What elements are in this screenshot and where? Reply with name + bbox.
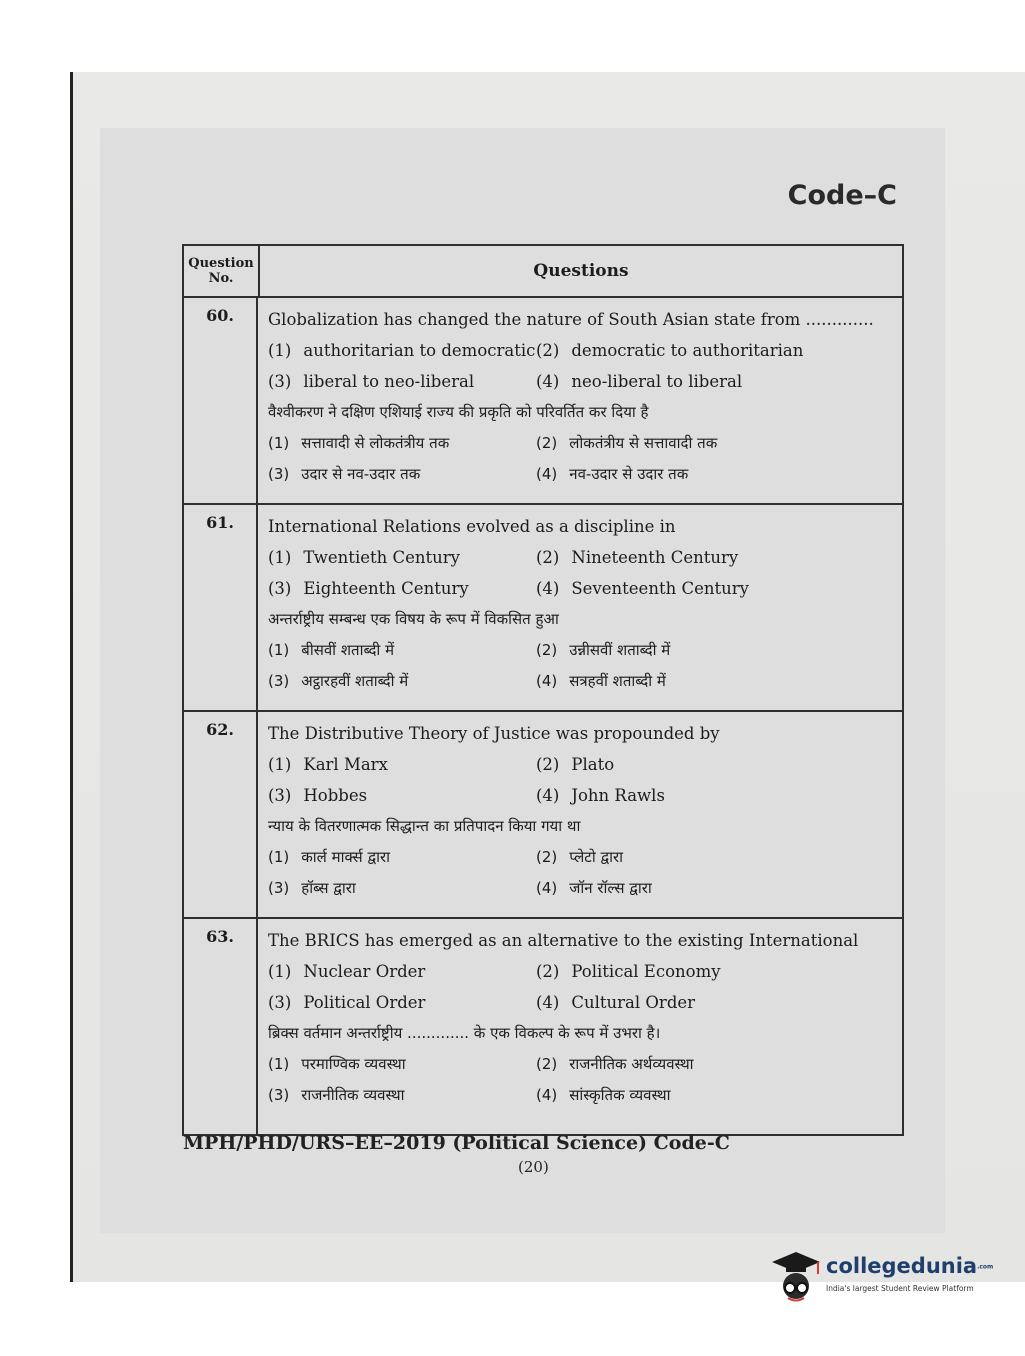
question-number: 61. — [184, 505, 258, 710]
question-number-header — [184, 246, 260, 296]
question-table — [182, 244, 904, 1136]
option: (2) Nineteenth Century — [536, 548, 739, 567]
option: (1) Karl Marx — [268, 755, 388, 774]
question-content — [258, 298, 902, 503]
options-hindi — [268, 635, 894, 697]
option: (2) Plato — [536, 755, 615, 774]
question-content — [258, 919, 902, 1134]
question-content — [258, 505, 902, 710]
question-text-english: The Distributive Theory of Justice was propounded by — [268, 724, 720, 743]
options-english — [268, 542, 894, 604]
option: (4) John Rawls — [536, 786, 665, 805]
option: (2) उन्नीसवीं शताब्दी में — [536, 641, 671, 659]
collegedunia-logo — [766, 1248, 996, 1308]
option: (4) Seventeenth Century — [536, 579, 749, 598]
question-number: 60. — [184, 298, 258, 503]
page-number: (20) — [518, 1158, 549, 1176]
header-line-question: Question — [188, 256, 254, 271]
option: (3) राजनीतिक व्यवस्था — [268, 1086, 405, 1104]
option: (4) Cultural Order — [536, 993, 696, 1012]
option: (1) परमाण्विक व्यवस्था — [268, 1055, 406, 1073]
options-english — [268, 956, 894, 1018]
option: (1) Twentieth Century — [268, 548, 460, 567]
option: (4) neo-liberal to liberal — [536, 372, 743, 391]
question-number: 62. — [184, 712, 258, 917]
option: (2) राजनीतिक अर्थव्यवस्था — [536, 1055, 694, 1073]
option: (1) सत्तावादी से लोकतंत्रीय तक — [268, 434, 450, 452]
header-line-no: No. — [208, 271, 234, 286]
option: (4) नव-उदार से उदार तक — [536, 465, 689, 483]
options-english — [268, 335, 894, 397]
option: (4) सांस्कृतिक व्यवस्था — [536, 1086, 671, 1104]
question-text-english: Globalization has changed the nature of South Asian state from ............. — [268, 310, 874, 329]
question-text-english: The BRICS has emerged as an alternative to the existing International — [268, 931, 859, 950]
scan-top-margin — [0, 0, 1025, 72]
option: (3) उदार से नव-उदार तक — [268, 465, 421, 483]
option: (3) हॉब्स द्वारा — [268, 879, 356, 897]
option: (2) democratic to authoritarian — [536, 341, 804, 360]
options-hindi — [268, 1049, 894, 1111]
question-row — [184, 505, 902, 712]
question-row — [184, 919, 902, 1134]
scan-left-edge — [70, 72, 73, 1282]
option: (2) Political Economy — [536, 962, 721, 981]
question-text-english: International Relations evolved as a discipline in — [268, 517, 676, 536]
options-english — [268, 749, 894, 811]
logo-tagline: India's largest Student Review Platform — [826, 1284, 974, 1293]
mascot-icon — [766, 1248, 824, 1306]
option: (1) कार्ल मार्क्स द्वारा — [268, 848, 390, 866]
option: (3) Political Order — [268, 993, 426, 1012]
option: (1) authoritarian to democratic — [268, 341, 536, 360]
option: (3) Eighteenth Century — [268, 579, 469, 598]
question-text-hindi: वैश्वीकरण ने दक्षिण एशियाई राज्य की प्रकृति को परिवर्तित कर दिया है — [268, 403, 649, 421]
question-text-hindi: न्याय के वितरणात्मक सिद्धान्त का प्रतिपादन किया गया था — [268, 817, 581, 835]
question-content — [258, 712, 902, 917]
table-header — [184, 246, 902, 298]
question-text-hindi: ब्रिक्स वर्तमान अन्तर्राष्ट्रीय ............. के एक विकल्प के रूप में उभरा है। — [268, 1024, 661, 1042]
option: (4) जॉन रॉल्स द्वारा — [536, 879, 652, 897]
options-hindi — [268, 428, 894, 490]
question-number: 63. — [184, 919, 258, 1134]
question-row — [184, 712, 902, 919]
logo-name: collegedunia.com — [826, 1254, 994, 1278]
option: (1) Nuclear Order — [268, 962, 426, 981]
questions-header: Questions — [533, 261, 629, 281]
question-text-hindi: अन्तर्राष्ट्रीय सम्बन्ध एक विषय के रूप में विकसित हुआ — [268, 610, 559, 628]
option: (2) प्लेटो द्वारा — [536, 848, 624, 866]
option: (3) अट्ठारहवीं शताब्दी में — [268, 672, 409, 690]
question-row — [184, 298, 902, 505]
exam-footer: MPH/PHD/URS–EE–2019 (Political Science) Code-C — [183, 1132, 730, 1154]
option: (3) liberal to neo-liberal — [268, 372, 475, 391]
option: (4) सत्रहवीं शताब्दी में — [536, 672, 666, 690]
option: (1) बीसवीं शताब्दी में — [268, 641, 395, 659]
options-hindi — [268, 842, 894, 904]
paper-code: Code–C — [787, 180, 897, 211]
option: (3) Hobbes — [268, 786, 368, 805]
option: (2) लोकतंत्रीय से सत्तावादी तक — [536, 434, 718, 452]
